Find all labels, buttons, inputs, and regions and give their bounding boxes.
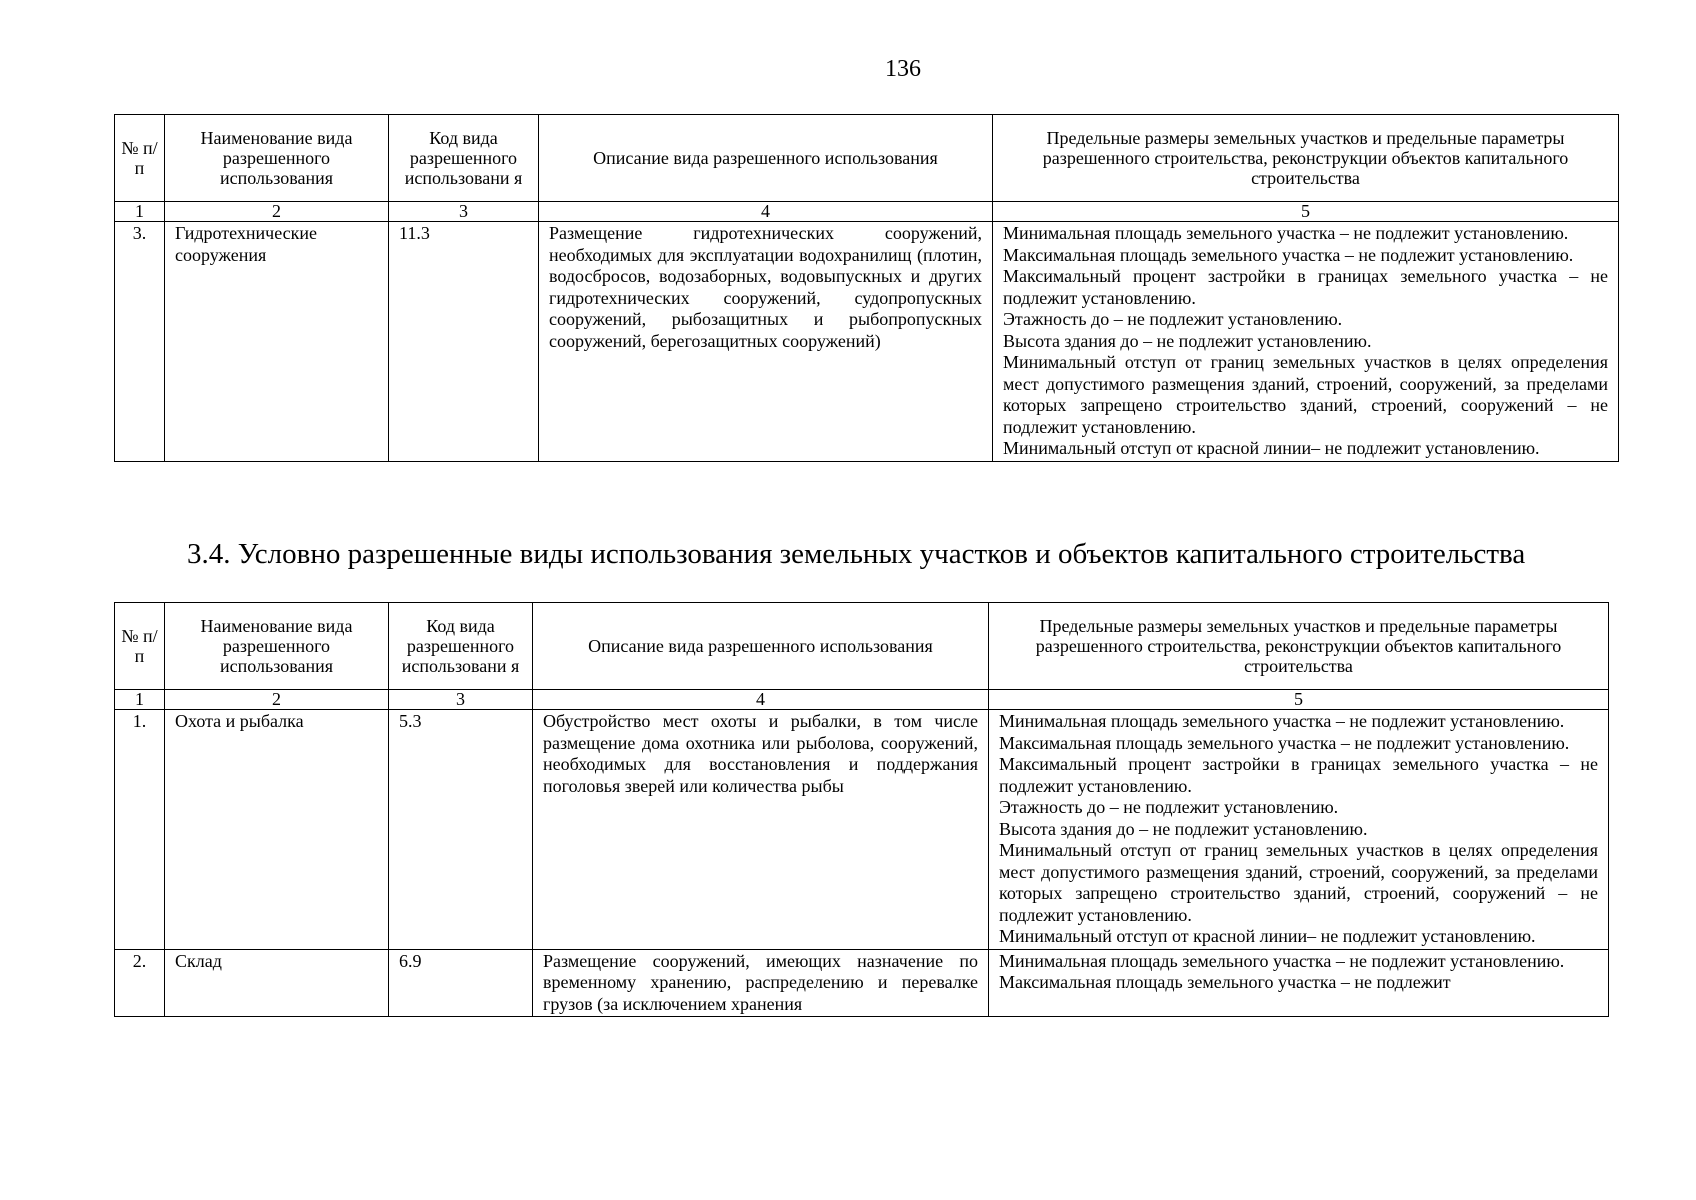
table-row — [115, 222, 1619, 462]
parameter-line: Этажность до – не подлежит установлению. — [1003, 309, 1343, 329]
header-code: Код вида разрешенного использовани я — [389, 603, 533, 690]
header-params: Предельные размеры земельных участков и предельные параметры разрешенного строительства, реконструкции объектов капитального строительства — [989, 603, 1609, 690]
column-number: 2 — [165, 202, 389, 222]
parameter-line: Минимальный отступ от границ земельных участков в целях определения мест допустимого размещения зданий, строений, сооружений, за пределами которых запрещено строительство зданий, строений, сооружений – не подлежит установлению. — [999, 840, 1598, 925]
parameter-line: Минимальная площадь земельного участка – не подлежит установлению. — [999, 711, 1565, 731]
use-description: Размещение сооружений, имеющих назначение по временному хранению, распределению и перевалке грузов (за исключением хранения — [533, 949, 989, 1017]
parameter-line: Минимальный отступ от красной линии– не подлежит установлению. — [999, 926, 1536, 946]
use-description: Размещение гидротехнических сооружений, необходимых для эксплуатации водохранилищ (плотин, водосбросов, водозаборных, водовыпускных и других гидротехнических сооружений, судопропускных сооружений, рыбозащитных и рыбопропускных сооружений, берегозащитных сооружений) — [539, 222, 993, 462]
column-number: 1 — [115, 202, 165, 222]
use-name: Склад — [165, 949, 389, 1017]
use-description: Обустройство мест охоты и рыбалки, в том числе размещение дома охотника или рыболова, сооружений, необходимых для восстановления и поддержания поголовья зверей или количества рыбы — [533, 710, 989, 950]
parameter-line: Максимальная площадь земельного участка – не подлежит установлению. — [1003, 244, 1574, 265]
parameter-line: Максимальный процент застройки в границах земельного участка – не подлежит установлению. — [1003, 266, 1608, 308]
table-header-row — [115, 115, 1619, 202]
header-name: Наименование вида разрешенного использования — [165, 115, 389, 202]
column-number: 3 — [389, 202, 539, 222]
column-number: 4 — [533, 690, 989, 710]
column-number: 1 — [115, 690, 165, 710]
use-code: 6.9 — [389, 949, 533, 1017]
parameter-line: Минимальный отступ от границ земельных участков в целях определения мест допустимого размещения зданий, строений, сооружений, за пределами которых запрещено строительство зданий, строений, сооружений – не подлежит установлению. — [1003, 352, 1608, 437]
page-number: 136 — [885, 56, 921, 82]
row-number: 2. — [115, 949, 165, 1017]
use-code: 5.3 — [389, 710, 533, 950]
use-name: Охота и рыбалка — [165, 710, 389, 950]
column-number: 2 — [165, 690, 389, 710]
use-parameters — [989, 949, 1609, 1017]
use-parameters — [993, 222, 1619, 462]
header-params: Предельные размеры земельных участков и предельные параметры разрешенного строительства, реконструкции объектов капитального строительства — [993, 115, 1619, 202]
column-number-row — [115, 690, 1609, 710]
parameter-line: Максимальная площадь земельного участка – не подлежит установлению. — [999, 732, 1570, 753]
use-code: 11.3 — [389, 222, 539, 462]
column-number: 5 — [993, 202, 1619, 222]
header-name: Наименование вида разрешенного использования — [165, 603, 389, 690]
conditional-uses-table — [114, 602, 1609, 1017]
column-number: 4 — [539, 202, 993, 222]
row-number: 3. — [115, 222, 165, 462]
header-number: № п/п — [115, 603, 165, 690]
column-number: 5 — [989, 690, 1609, 710]
parameter-line: Высота здания до – не подлежит установлению. — [999, 818, 1368, 839]
table-header-row — [115, 603, 1609, 690]
use-parameters — [989, 710, 1609, 950]
parameter-line: Максимальный процент застройки в границах земельного участка – не подлежит установлению. — [999, 754, 1598, 796]
permitted-uses-table — [114, 114, 1619, 462]
header-number: № п/п — [115, 115, 165, 202]
header-code: Код вида разрешенного использовани я — [389, 115, 539, 202]
parameter-line: Этажность до – не подлежит установлению. — [999, 797, 1339, 817]
header-description: Описание вида разрешенного использования — [539, 115, 993, 202]
row-number: 1. — [115, 710, 165, 950]
parameter-line: Минимальный отступ от красной линии– не подлежит установлению. — [1003, 438, 1540, 458]
parameter-line: Максимальная площадь земельного участка – не подлежит — [999, 972, 1451, 992]
table-row — [115, 949, 1609, 1017]
use-name: Гидротехнические сооружения — [165, 222, 389, 462]
parameter-line: Минимальная площадь земельного участка – не подлежит установлению. — [1003, 223, 1569, 243]
column-number: 3 — [389, 690, 533, 710]
header-description: Описание вида разрешенного использования — [533, 603, 989, 690]
column-number-row — [115, 202, 1619, 222]
table-row — [115, 710, 1609, 950]
parameter-line: Минимальная площадь земельного участка – не подлежит установлению. — [999, 950, 1565, 971]
section-title: 3.4. Условно разрешенные виды использования земельных участков и объектов капитального строительства — [187, 538, 1526, 570]
parameter-line: Высота здания до – не подлежит установлению. — [1003, 330, 1372, 351]
